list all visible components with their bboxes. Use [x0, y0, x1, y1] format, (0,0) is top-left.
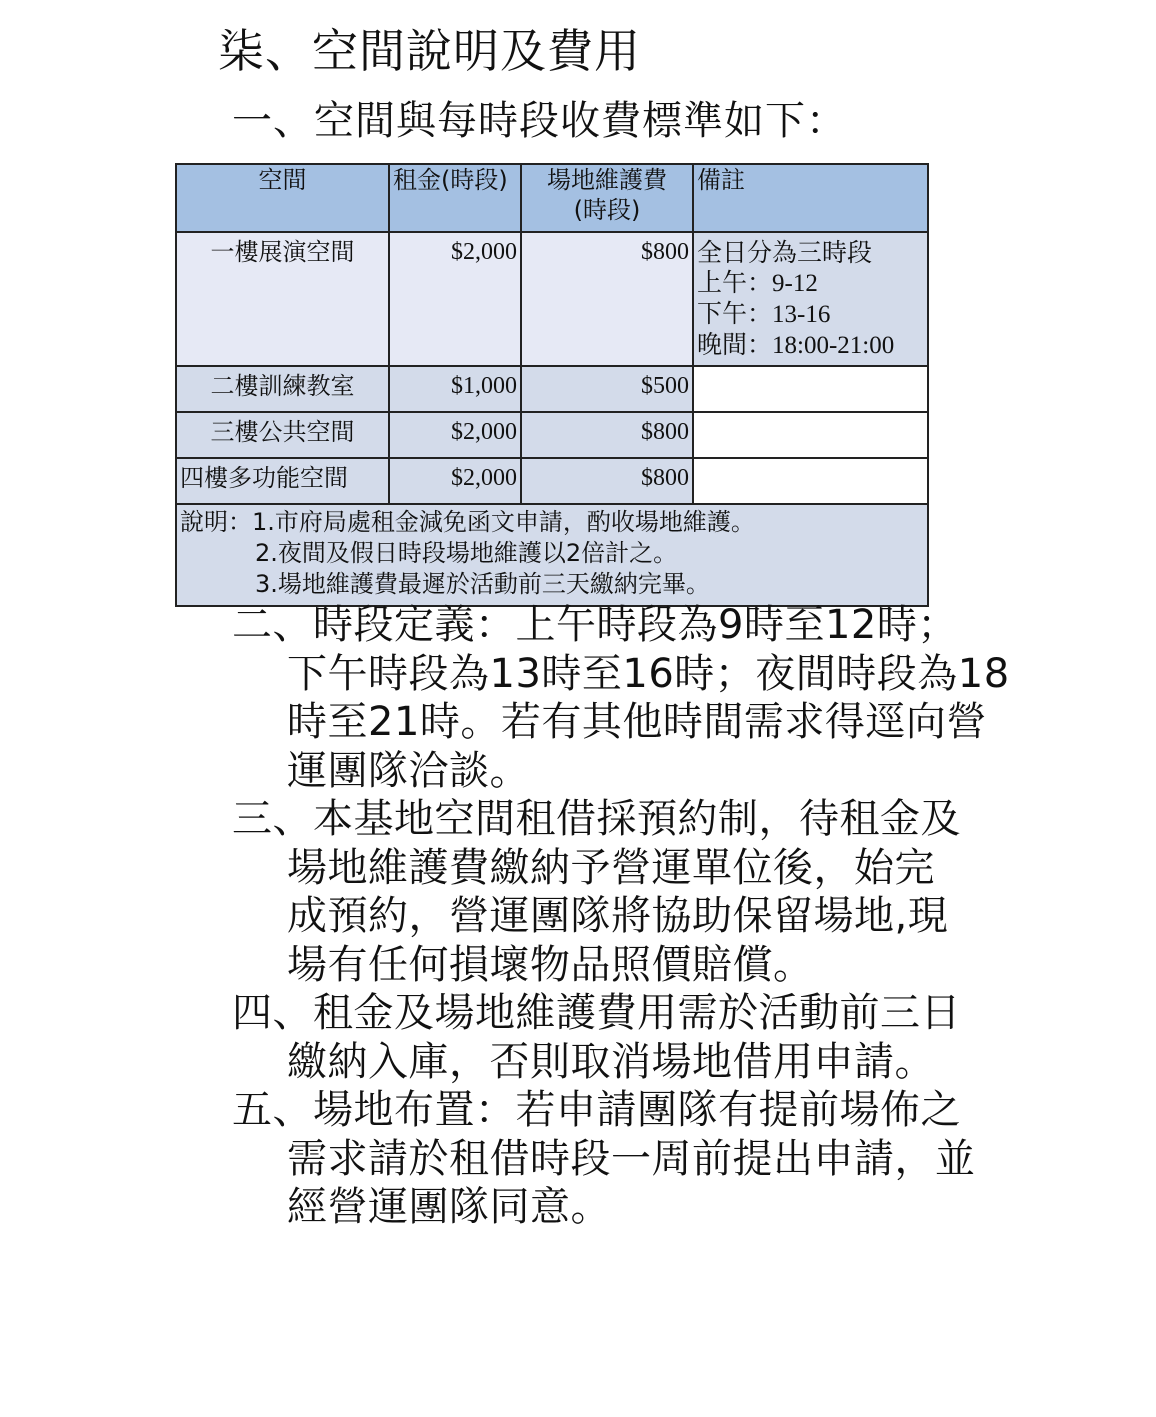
table-row — [176, 412, 928, 458]
header-rent: 租金(時段) — [389, 164, 521, 232]
fee-table — [175, 163, 929, 607]
cell-note — [693, 412, 928, 458]
section-line: 五、場地布置：若申請團隊有提前場佈之 — [232, 1087, 961, 1133]
cell-rent: $2,000 — [389, 232, 521, 366]
note-line: 下午：13-16 — [697, 301, 831, 328]
section-5 — [232, 1086, 992, 1232]
cell-space: 四樓多功能空間 — [176, 458, 389, 504]
fee-table-header-row — [176, 164, 928, 232]
section-1-heading: 一、空間與每時段收費標準如下： — [232, 98, 847, 144]
cell-rent: $2,000 — [389, 458, 521, 504]
cell-rent: $2,000 — [389, 412, 521, 458]
table-notes-row — [176, 504, 928, 606]
section-line: 成預約，營運團隊將協助保留場地,現 — [287, 893, 949, 939]
section-3 — [232, 795, 992, 989]
cell-note — [693, 458, 928, 504]
table-note-line: 3.場地維護費最遲於活動前三天繳納完畢。 — [255, 570, 710, 598]
table-row — [176, 232, 928, 366]
cell-maintenance: $800 — [521, 412, 693, 458]
section-line: 經營運團隊同意。 — [287, 1184, 611, 1230]
section-2 — [232, 601, 1010, 795]
cell-rent: $1,000 — [389, 366, 521, 412]
cell-note — [693, 232, 928, 366]
table-row — [176, 366, 928, 412]
section-line: 二、時段定義：上午時段為9時至12時； — [232, 602, 958, 648]
section-line: 需求請於租借時段一周前提出申請，並 — [287, 1135, 976, 1182]
cell-note — [693, 366, 928, 412]
header-space: 空間 — [176, 164, 389, 232]
section-line: 時至21時。若有其他時間需求得逕向營 — [287, 699, 987, 745]
table-notes — [176, 504, 928, 606]
header-maintenance-line1: 場地維護費 — [547, 166, 667, 194]
cell-space: 二樓訓練教室 — [176, 366, 389, 412]
header-maintenance-line2: (時段) — [573, 196, 641, 224]
note-line: 全日分為三時段 — [697, 238, 873, 267]
section-4 — [232, 989, 992, 1086]
section-line: 場地維護費繳納予營運單位後，始完 — [287, 844, 935, 891]
cell-maintenance: $500 — [521, 366, 693, 412]
cell-space: 一樓展演空間 — [176, 232, 389, 366]
cell-maintenance: $800 — [521, 232, 693, 366]
table-note-line: 2.夜間及假日時段場地維護以2倍計之。 — [255, 539, 678, 567]
section-line: 下午時段為13時至16時；夜間時段為18 — [287, 650, 1010, 697]
table-row — [176, 458, 928, 504]
page-heading: 柒、空間說明及費用 — [218, 24, 641, 78]
header-note: 備註 — [693, 164, 928, 232]
header-maintenance — [521, 164, 693, 232]
section-line: 三、本基地空間租借採預約制，待租金及 — [232, 796, 961, 842]
table-note-line: 說明：1.市府局處租金減免函文申請，酌收場地維護。 — [180, 508, 755, 536]
cell-maintenance: $800 — [521, 458, 693, 504]
cell-space: 三樓公共空間 — [176, 412, 389, 458]
note-line: 晚間：18:00-21:00 — [697, 332, 895, 359]
section-line: 場有任何損壞物品照價賠償。 — [287, 941, 814, 988]
section-line: 運團隊洽談。 — [287, 747, 530, 794]
section-line: 繳納入庫，否則取消場地借用申請。 — [287, 1038, 935, 1085]
section-line: 四、租金及場地維護費用需於活動前三日 — [232, 990, 961, 1036]
note-line: 上午：9-12 — [697, 270, 818, 297]
